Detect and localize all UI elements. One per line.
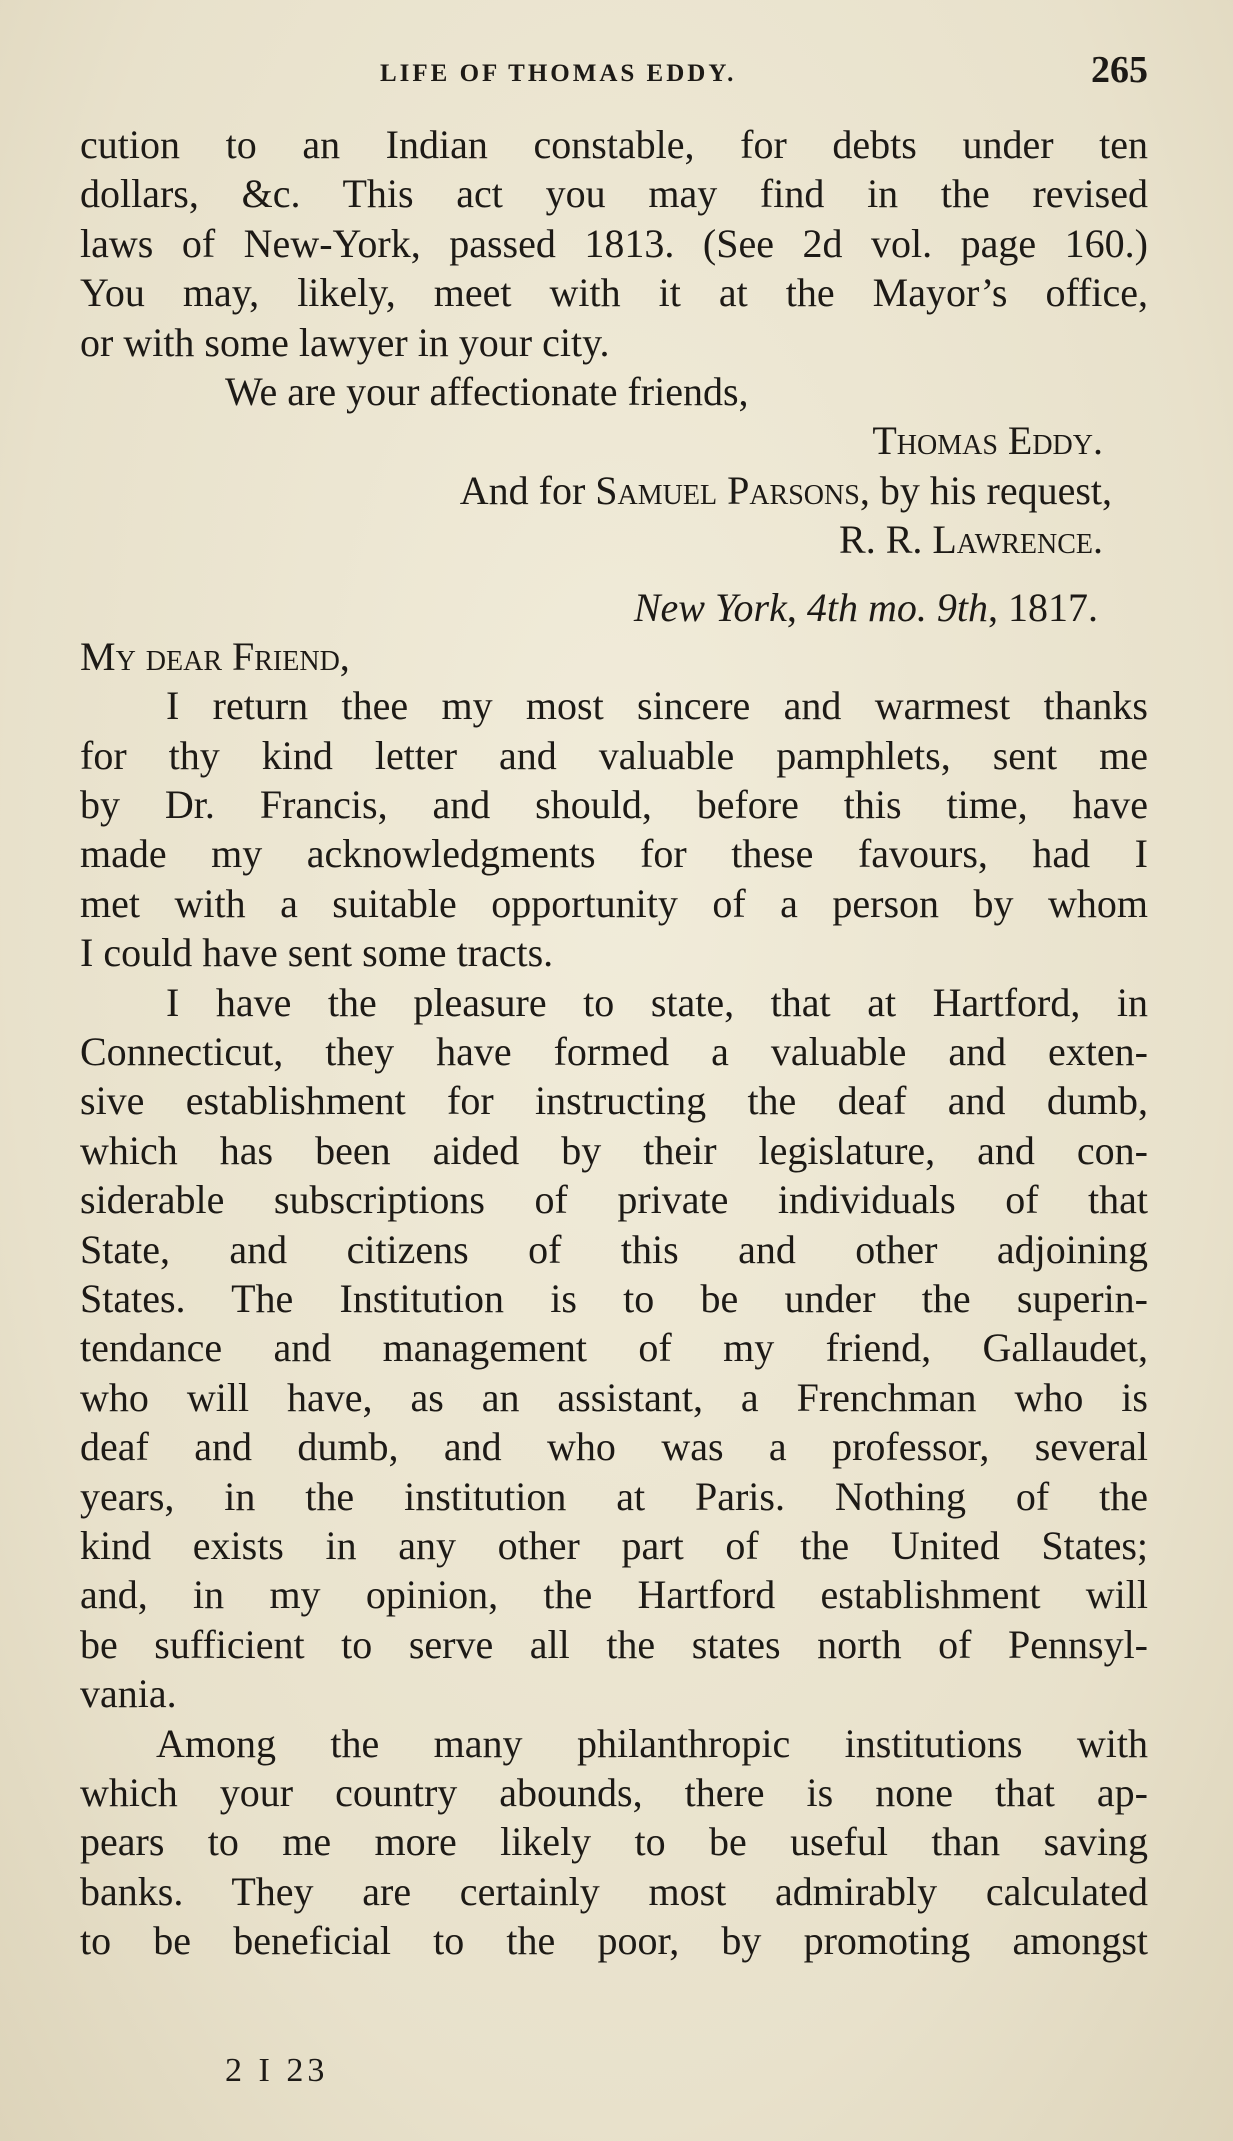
text-line: Connecticut, they have formed a valuable and exten- [80,1029,1148,1075]
text-line: pears to me more likely to be useful than saving [80,1819,1148,1865]
signature-suffix: , by his request, [859,467,1112,513]
text-line: made my acknowledgments for these favours, had I [80,831,1148,877]
text-line: sive establishment for instructing the deaf and dumb, [80,1078,1148,1124]
date-day: 4th mo. 9th [806,584,988,630]
signature-thomas-eddy [80,416,1148,465]
date-place: New York [633,584,787,630]
signature-lawrence [80,515,1148,564]
signature-name: Thomas Eddy. [872,418,1103,464]
text-line: and, in my opinion, the Hartford establishment will [80,1572,1148,1618]
text-line: which your country abounds, there is none that ap- [80,1769,1148,1815]
text-line: You may, likely, meet with it at the Mayor’s office, [80,270,1148,316]
signature-samuel-parsons [80,466,1148,515]
text-line: vania. [80,1671,177,1717]
text-line: I could have sent some tracts. [80,930,554,976]
letter-dateline [80,583,1148,632]
text-line: I return thee my most sincere and warmest thanks [166,683,1148,729]
text-line: for thy kind letter and valuable pamphlets, sent me [80,732,1148,778]
text-line: Among the many philanthropic institutions with [156,1720,1148,1766]
date-separator: , [786,584,807,630]
text-line: tendance and management of my friend, Gallaudet, [80,1325,1148,1371]
date-year: , 1817. [988,584,1098,630]
text-line: or with some lawyer in your city. [80,319,610,365]
printer-signature-mark: 2 I 23 [225,2052,329,2089]
text-line: banks. They are certainly most admirably calculated [80,1868,1148,1914]
signature-name: R. R. Lawrence. [839,517,1103,563]
letter-closing: We are your affectionate friends, [225,368,749,414]
text-line: by Dr. Francis, and should, before this time, have [80,782,1148,828]
letter-salutation: My dear Friend, [80,633,350,679]
text-line: who will have, as an assistant, a Frenchman who is [80,1374,1148,1420]
running-title: LIFE OF THOMAS EDDY. [380,60,737,87]
text-line: I have the pleasure to state, that at Hartford, in [166,979,1148,1025]
body-text [80,120,1148,1965]
text-line: laws of New-York, passed 1813. (See 2d vol. page 160.) [80,220,1148,266]
text-line: cution to an Indian constable, for debts under ten [80,122,1148,167]
signature-prefix: And for [459,467,596,513]
book-page [80,0,1148,2141]
text-line: years, in the institution at Paris. Nothing of the [80,1473,1148,1519]
running-head [80,48,1148,98]
text-line: dollars, &c. This act you may find in the revised [80,171,1148,217]
text-line: which has been aided by their legislature, and con- [80,1127,1148,1173]
text-line: deaf and dumb, and who was a professor, several [80,1424,1148,1470]
text-line: be sufficient to serve all the states north of Pennsyl- [80,1621,1148,1667]
signature-name: Samuel Parsons [595,467,860,513]
text-line: State, and citizens of this and other adjoining [80,1226,1148,1272]
text-line: States. The Institution is to be under the superin- [80,1275,1148,1321]
text-line: siderable subscriptions of private individuals of that [80,1177,1148,1223]
text-line: met with a suitable opportunity of a person by whom [80,880,1148,926]
page-number: 265 [1091,49,1148,91]
text-line: kind exists in any other part of the United States; [80,1522,1148,1568]
section-gap [80,565,1148,583]
text-line: to be beneficial to the poor, by promoting amongst [80,1918,1148,1964]
